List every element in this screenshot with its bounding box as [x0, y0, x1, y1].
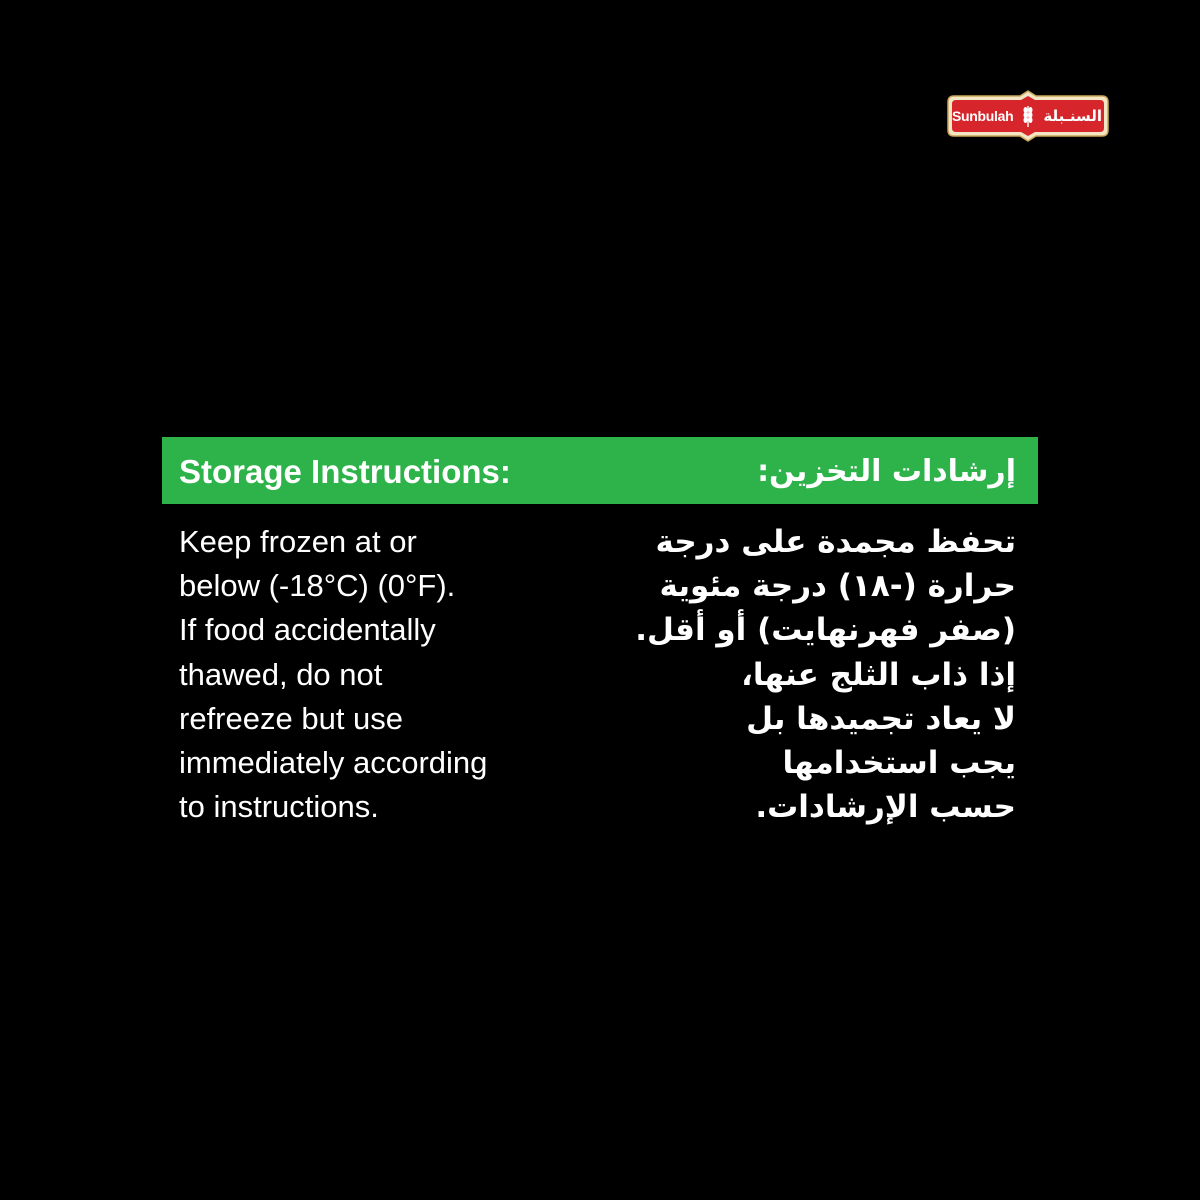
instruction-line-en: below (-18°C) (0°F).	[179, 568, 456, 604]
instruction-line-ar: حسب الإرشادات.	[755, 789, 1016, 826]
instruction-line-en: Keep frozen at or	[179, 524, 417, 559]
logo-text-ar: السنـبلة	[1043, 107, 1102, 125]
wheat-icon	[1021, 104, 1035, 128]
instruction-line-ar: يجب استخدامها	[782, 745, 1016, 782]
sunbulah-logo	[944, 90, 1112, 142]
instruction-line-en: If food accidentally	[179, 612, 436, 648]
storage-instructions-header	[162, 437, 1038, 504]
title-ar: إرشادات التخزين:	[757, 454, 1016, 489]
instruction-line-ar: تحفظ مجمدة على درجة	[655, 524, 1016, 560]
instruction-line-en: refreeze but use	[179, 700, 404, 736]
instruction-line-en: thawed, do not	[179, 656, 383, 692]
instruction-line-en: immediately according	[179, 745, 488, 781]
instruction-line-en: to instructions.	[179, 789, 379, 825]
title-en: Storage Instructions:	[179, 453, 511, 490]
instruction-line-ar: حرارة (-١٨) درجة مئوية	[659, 568, 1016, 605]
instruction-line-ar: إذا ذاب الثلج عنها،	[741, 656, 1016, 693]
instruction-line-ar: لا يعاد تجميدها بل	[746, 700, 1016, 737]
logo-text-en: Sunbulah	[952, 108, 1014, 124]
instructions-en	[179, 520, 579, 829]
instruction-line-ar: (صفر فهرنهايت) أو أقل.	[635, 612, 1016, 649]
instructions-ar	[576, 520, 1016, 829]
